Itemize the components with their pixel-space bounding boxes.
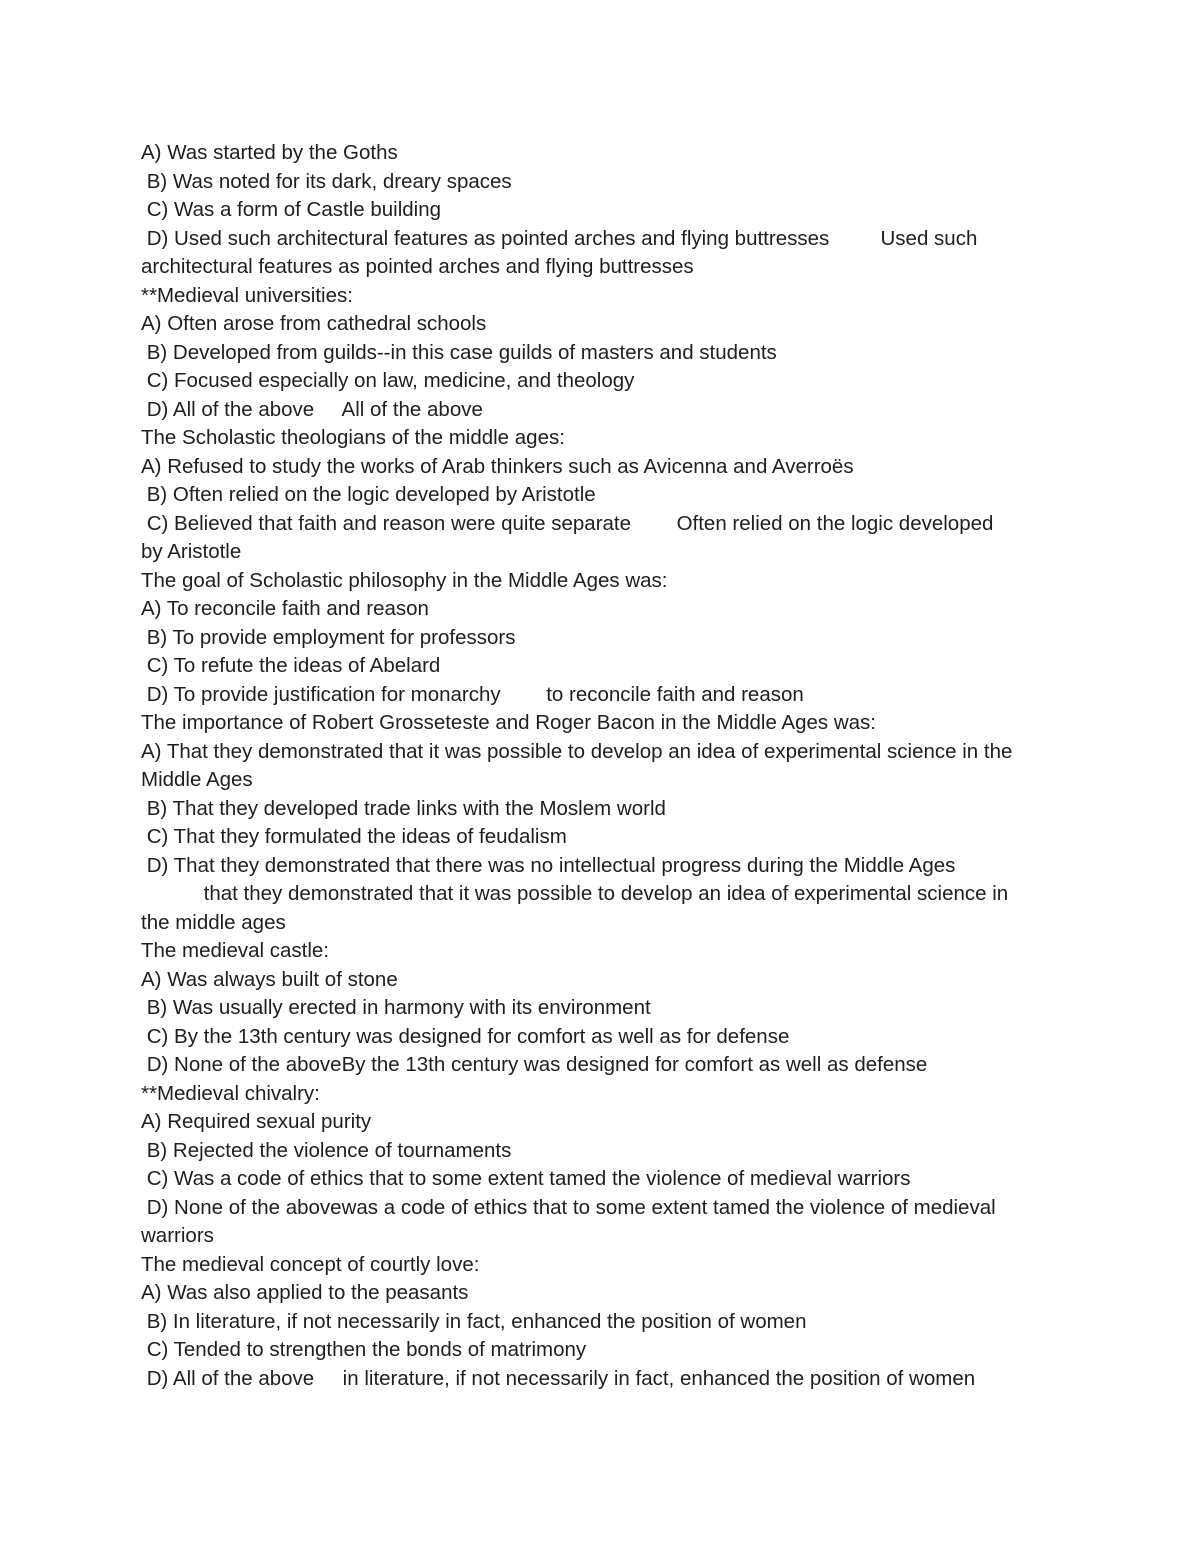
text-line: C) Was a form of Castle building (141, 198, 442, 221)
text-line: **Medieval universities: (141, 283, 353, 307)
text-line: C) Tended to strengthen the bonds of matrimony (141, 1338, 587, 1361)
text-line: A) To reconcile faith and reason (141, 597, 429, 620)
text-line: C) Was a code of ethics that to some extent tamed the violence of medieval warriors (141, 1167, 911, 1190)
text-line: C) By the 13th century was designed for comfort as well as for defense (141, 1024, 790, 1048)
text-line: B) Was usually erected in harmony with its environment (141, 996, 651, 1019)
text-line: B) To provide employment for professors (141, 625, 516, 649)
text-line: A) Required sexual purity (141, 1110, 372, 1133)
text-line: B) In literature, if not necessarily in fact, enhanced the position of women (141, 1309, 807, 1333)
text-line: A) Was started by the Goths (141, 141, 398, 164)
text-line: C) To refute the ideas of Abelard (141, 654, 441, 677)
text-line: the middle ages (141, 910, 286, 934)
text-line: The Scholastic theologians of the middle ages: (141, 426, 565, 449)
text-line: D) To provide justification for monarchy to reconcile faith and reason (141, 682, 804, 706)
text-line: B) Was noted for its dark, dreary spaces (141, 169, 512, 193)
text-line: A) Was always built of stone (141, 967, 398, 991)
text-line: The medieval concept of courtly love: (141, 1252, 480, 1276)
text-line: D) None of the aboveBy the 13th century was designed for comfort as well as defense (141, 1053, 928, 1076)
text-line: by Aristotle (141, 540, 242, 563)
text-line: C) Focused especially on law, medicine, and theology (141, 369, 635, 392)
text-line: C) Believed that faith and reason were quite separate Often relied on the logic developed (141, 511, 994, 535)
text-line: D) All of the above All of the above (141, 397, 483, 421)
text-line: warriors (141, 1224, 214, 1247)
text-line: A) Often arose from cathedral schools (141, 312, 487, 335)
text-line: D) All of the above in literature, if not necessarily in fact, enhanced the position of women (141, 1366, 976, 1390)
text-line: A) That they demonstrated that it was possible to develop an idea of experimental science in the (141, 739, 1013, 763)
text-line: B) Developed from guilds--in this case guilds of masters and students (141, 340, 777, 364)
text-line: The importance of Robert Grosseteste and Roger Bacon in the Middle Ages was: (141, 711, 876, 734)
text-line: B) Rejected the violence of tournaments (141, 1138, 512, 1162)
text-line: that they demonstrated that it was possible to develop an idea of experimental science in (141, 882, 1009, 905)
text-line: B) That they developed trade links with the Moslem world (141, 796, 666, 820)
text-line: D) None of the abovewas a code of ethics that to some extent tamed the violence of medieval (141, 1195, 996, 1219)
text-line: D) That they demonstrated that there was no intellectual progress during the Middle Ages (141, 853, 956, 877)
text-line: A) Refused to study the works of Arab thinkers such as Avicenna and Averroës (141, 454, 854, 478)
text-line: **Medieval chivalry: (141, 1081, 320, 1105)
document-text (141, 139, 1066, 1393)
text-line: The goal of Scholastic philosophy in the Middle Ages was: (141, 568, 668, 592)
text-line: architectural features as pointed arches and flying buttresses (141, 255, 694, 278)
text-line: Middle Ages (141, 768, 253, 791)
text-line: C) That they formulated the ideas of feudalism (141, 825, 567, 848)
text-line: D) Used such architectural features as pointed arches and flying buttresses Used such (141, 226, 978, 250)
text-line: A) Was also applied to the peasants (141, 1281, 469, 1304)
text-line: B) Often relied on the logic developed by Aristotle (141, 483, 596, 506)
text-line: The medieval castle: (141, 939, 330, 962)
